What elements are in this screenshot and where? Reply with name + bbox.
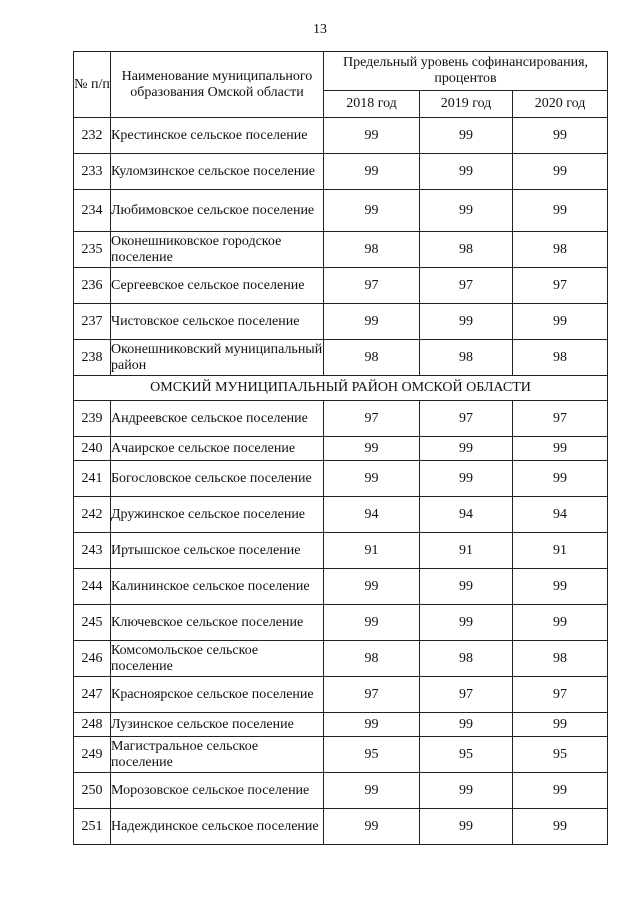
table-row (74, 569, 608, 605)
row-number: 249 (74, 737, 111, 773)
section-row (74, 376, 608, 401)
value-2018: 98 (324, 232, 420, 268)
municipality-name: Любимовское сельское поселение (111, 190, 324, 232)
table-row (74, 232, 608, 268)
table-row (74, 533, 608, 569)
municipality-name: Оконешниковское городское поселение (111, 232, 324, 268)
value-2019: 95 (420, 737, 513, 773)
value-2019: 99 (420, 773, 513, 809)
value-2018: 98 (324, 340, 420, 376)
value-2020: 99 (513, 304, 608, 340)
header-level: Предельный уровень софинансирования, процентов (324, 52, 608, 91)
value-2018: 97 (324, 268, 420, 304)
value-2018: 99 (324, 569, 420, 605)
row-number: 248 (74, 713, 111, 737)
municipality-name: Иртышское сельское поселение (111, 533, 324, 569)
table-row (74, 268, 608, 304)
table-row (74, 190, 608, 232)
row-number: 251 (74, 809, 111, 845)
row-number: 242 (74, 497, 111, 533)
value-2019: 97 (420, 268, 513, 304)
value-2019: 91 (420, 533, 513, 569)
municipality-name: Оконешниковский муниципальный район (111, 340, 324, 376)
row-number: 237 (74, 304, 111, 340)
value-2020: 94 (513, 497, 608, 533)
row-number: 233 (74, 154, 111, 190)
municipality-name: Лузинское сельское поселение (111, 713, 324, 737)
row-number: 243 (74, 533, 111, 569)
value-2020: 97 (513, 677, 608, 713)
value-2019: 94 (420, 497, 513, 533)
value-2019: 99 (420, 569, 513, 605)
municipality-name: Сергеевское сельское поселение (111, 268, 324, 304)
table-row (74, 737, 608, 773)
value-2020: 99 (513, 773, 608, 809)
value-2018: 99 (324, 437, 420, 461)
value-2020: 99 (513, 569, 608, 605)
row-number: 247 (74, 677, 111, 713)
row-number: 232 (74, 118, 111, 154)
table-row (74, 461, 608, 497)
header-name: Наименование муниципального образования Омской области (111, 52, 324, 118)
value-2018: 97 (324, 401, 420, 437)
value-2019: 99 (420, 437, 513, 461)
table-row (74, 773, 608, 809)
row-number: 235 (74, 232, 111, 268)
value-2019: 99 (420, 605, 513, 641)
value-2019: 98 (420, 232, 513, 268)
municipality-name: Ключевское сельское поселение (111, 605, 324, 641)
value-2018: 99 (324, 605, 420, 641)
value-2019: 97 (420, 401, 513, 437)
value-2019: 99 (420, 461, 513, 497)
table-row (74, 340, 608, 376)
value-2018: 99 (324, 304, 420, 340)
municipality-name: Дружинское сельское поселение (111, 497, 324, 533)
municipality-name: Ачаирское сельское поселение (111, 437, 324, 461)
value-2018: 99 (324, 713, 420, 737)
value-2018: 99 (324, 154, 420, 190)
municipality-name: Магистральное сельское поселение (111, 737, 324, 773)
value-2020: 95 (513, 737, 608, 773)
table-row (74, 677, 608, 713)
municipality-name: Чистовское сельское поселение (111, 304, 324, 340)
row-number: 238 (74, 340, 111, 376)
value-2018: 99 (324, 773, 420, 809)
municipality-name: Комсомольское сельское поселение (111, 641, 324, 677)
value-2020: 99 (513, 713, 608, 737)
value-2019: 98 (420, 340, 513, 376)
table-row (74, 401, 608, 437)
municipality-name: Богословское сельское поселение (111, 461, 324, 497)
value-2019: 99 (420, 304, 513, 340)
row-number: 245 (74, 605, 111, 641)
value-2020: 99 (513, 605, 608, 641)
value-2020: 98 (513, 641, 608, 677)
row-number: 241 (74, 461, 111, 497)
row-number: 234 (74, 190, 111, 232)
value-2020: 97 (513, 268, 608, 304)
value-2019: 99 (420, 190, 513, 232)
table-row (74, 809, 608, 845)
municipality-name: Красноярское сельское поселение (111, 677, 324, 713)
value-2018: 97 (324, 677, 420, 713)
table-header (74, 52, 608, 118)
header-year-2018: 2018 год (324, 91, 420, 118)
table-row (74, 437, 608, 461)
page-number: 13 (313, 22, 327, 37)
row-number: 240 (74, 437, 111, 461)
value-2018: 99 (324, 118, 420, 154)
table-row (74, 713, 608, 737)
row-number: 244 (74, 569, 111, 605)
value-2020: 99 (513, 118, 608, 154)
value-2018: 99 (324, 190, 420, 232)
value-2020: 98 (513, 232, 608, 268)
section-title: ОМСКИЙ МУНИЦИПАЛЬНЫЙ РАЙОН ОМСКОЙ ОБЛАСТИ (74, 376, 608, 401)
municipality-name: Куломзинское сельское поселение (111, 154, 324, 190)
value-2019: 97 (420, 677, 513, 713)
municipality-name: Андреевское сельское поселение (111, 401, 324, 437)
value-2019: 99 (420, 713, 513, 737)
table-body (74, 118, 608, 845)
value-2020: 99 (513, 461, 608, 497)
value-2018: 99 (324, 809, 420, 845)
table-row (74, 641, 608, 677)
value-2020: 98 (513, 340, 608, 376)
header-num: № п/п (74, 52, 111, 118)
value-2019: 99 (420, 154, 513, 190)
value-2019: 99 (420, 809, 513, 845)
value-2018: 95 (324, 737, 420, 773)
table-row (74, 497, 608, 533)
row-number: 250 (74, 773, 111, 809)
value-2018: 99 (324, 461, 420, 497)
municipality-name: Калининское сельское поселение (111, 569, 324, 605)
value-2020: 91 (513, 533, 608, 569)
municipality-name: Надеждинское сельское поселение (111, 809, 324, 845)
table-row (74, 118, 608, 154)
municipality-name: Крестинское сельское поселение (111, 118, 324, 154)
header-year-2019: 2019 год (420, 91, 513, 118)
municipality-name: Морозовское сельское поселение (111, 773, 324, 809)
row-number: 236 (74, 268, 111, 304)
value-2020: 99 (513, 190, 608, 232)
table-row (74, 304, 608, 340)
table-row (74, 605, 608, 641)
value-2018: 98 (324, 641, 420, 677)
row-number: 246 (74, 641, 111, 677)
value-2020: 99 (513, 154, 608, 190)
value-2020: 97 (513, 401, 608, 437)
cofinancing-table (73, 51, 608, 845)
value-2019: 99 (420, 118, 513, 154)
value-2018: 94 (324, 497, 420, 533)
header-year-2020: 2020 год (513, 91, 608, 118)
value-2018: 91 (324, 533, 420, 569)
value-2020: 99 (513, 437, 608, 461)
value-2019: 98 (420, 641, 513, 677)
row-number: 239 (74, 401, 111, 437)
table-row (74, 154, 608, 190)
value-2020: 99 (513, 809, 608, 845)
